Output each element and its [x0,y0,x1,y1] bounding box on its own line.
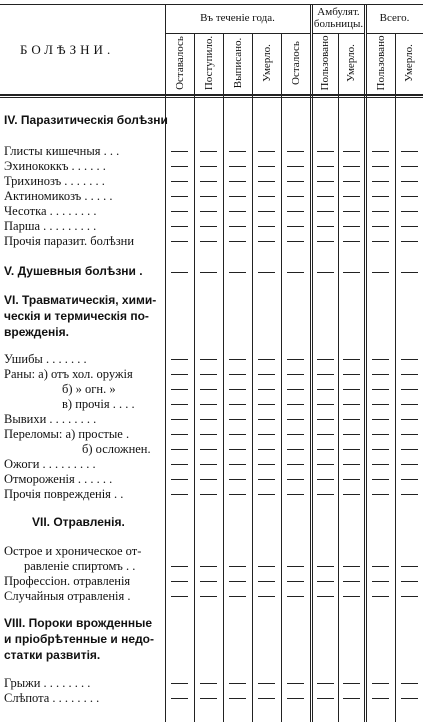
row-label: б) осложнен. [82,442,151,456]
empty-cell-dash [317,419,334,420]
empty-cell-dash [229,581,246,582]
empty-cell-dash [258,683,275,684]
empty-cell-dash [372,404,389,405]
col-rule [312,4,313,722]
empty-cell-dash [317,166,334,167]
empty-cell-dash [317,464,334,465]
empty-cell-dash [287,241,304,242]
empty-cell-dash [317,698,334,699]
empty-cell-dash [343,359,360,360]
column-header: Пользовано [374,35,387,91]
empty-cell-dash [258,419,275,420]
empty-cell-dash [171,419,188,420]
section-heading: VII. Отравленія. [32,515,125,529]
empty-cell-dash [343,479,360,480]
section-heading: врежденія. [4,325,69,339]
row-label: Трихинозъ . . . . . . . [4,174,105,188]
empty-cell-dash [287,596,304,597]
empty-cell-dash [401,374,418,375]
group-header-year: Въ теченіе года. [200,12,275,24]
empty-cell-dash [343,581,360,582]
empty-cell-dash [372,683,389,684]
empty-cell-dash [343,683,360,684]
col-rule [165,4,166,722]
empty-cell-dash [287,181,304,182]
top-rule [0,4,423,5]
empty-cell-dash [258,211,275,212]
empty-cell-dash [343,566,360,567]
empty-cell-dash [343,449,360,450]
row-label: равленіе спиртомъ . . [24,559,136,573]
empty-cell-dash [171,683,188,684]
empty-cell-dash [372,181,389,182]
empty-cell-dash [229,419,246,420]
empty-cell-dash [258,581,275,582]
empty-cell-dash [401,166,418,167]
empty-cell-dash [343,464,360,465]
empty-cell-dash [401,359,418,360]
column-header: Умерло. [403,44,415,82]
row-label: б) » огн. » [62,382,116,396]
empty-cell-dash [343,241,360,242]
empty-cell-dash [401,434,418,435]
empty-cell-dash [317,581,334,582]
empty-cell-dash [229,389,246,390]
empty-cell-dash [343,434,360,435]
empty-cell-dash [229,211,246,212]
empty-cell-dash [171,581,188,582]
empty-cell-dash [200,479,217,480]
empty-cell-dash [401,566,418,567]
empty-cell-dash [200,181,217,182]
empty-cell-dash [258,374,275,375]
empty-cell-dash [343,181,360,182]
empty-cell-dash [200,581,217,582]
empty-cell-dash [343,151,360,152]
empty-cell-dash [200,151,217,152]
empty-cell-dash [200,596,217,597]
row-label: Прочія поврежденія . . [4,487,124,501]
col-rule [252,34,253,722]
empty-cell-dash [287,479,304,480]
empty-cell-dash [200,566,217,567]
empty-cell-dash [200,683,217,684]
empty-cell-dash [229,449,246,450]
row-label: Чесотка . . . . . . . . [4,204,97,218]
empty-cell-dash [401,389,418,390]
empty-cell-dash [258,166,275,167]
empty-cell-dash [287,226,304,227]
empty-cell-dash [258,241,275,242]
empty-cell-dash [200,494,217,495]
empty-cell-dash [258,181,275,182]
empty-cell-dash [372,698,389,699]
empty-cell-dash [287,404,304,405]
empty-cell-dash [287,419,304,420]
empty-cell-dash [200,211,217,212]
col-rule [281,34,282,722]
empty-cell-dash [258,196,275,197]
empty-cell-dash [229,464,246,465]
empty-cell-dash [372,226,389,227]
empty-cell-dash [287,698,304,699]
empty-cell-dash [401,272,418,273]
empty-cell-dash [287,449,304,450]
empty-cell-dash [171,241,188,242]
row-label: Ушибы . . . . . . . [4,352,87,366]
column-header: Умерло. [345,44,357,82]
row-label: Отмороженія . . . . . . [4,472,113,486]
empty-cell-dash [401,211,418,212]
empty-cell-dash [229,241,246,242]
row-label: Грыжи . . . . . . . . [4,676,91,690]
column-header: Выписано. [231,37,244,89]
col-rule [395,34,396,722]
row-label: Острое и хроническое от- [4,544,142,558]
empty-cell-dash [200,196,217,197]
empty-cell-dash [171,389,188,390]
empty-cell-dash [372,166,389,167]
empty-cell-dash [372,434,389,435]
empty-cell-dash [401,581,418,582]
empty-cell-dash [372,196,389,197]
empty-cell-dash [401,241,418,242]
empty-cell-dash [171,211,188,212]
row-label: Профессіон. отравленія [4,574,131,588]
empty-cell-dash [258,359,275,360]
empty-cell-dash [287,211,304,212]
empty-cell-dash [229,566,246,567]
row-label: Парша . . . . . . . . . [4,219,97,233]
empty-cell-dash [258,596,275,597]
empty-cell-dash [343,374,360,375]
empty-cell-dash [287,434,304,435]
empty-cell-dash [317,449,334,450]
empty-cell-dash [343,166,360,167]
section-heading: статки развитія. [4,648,101,662]
empty-cell-dash [171,374,188,375]
empty-cell-dash [287,494,304,495]
empty-cell-dash [343,389,360,390]
row-label: Глисты кишечныя . . . [4,144,120,158]
empty-cell-dash [317,566,334,567]
empty-cell-dash [200,241,217,242]
empty-cell-dash [200,464,217,465]
empty-cell-dash [401,181,418,182]
row-label: Случайныя отравленія . [4,589,131,603]
empty-cell-dash [401,683,418,684]
row-label: Эхинококкъ . . . . . . [4,159,106,173]
empty-cell-dash [372,389,389,390]
empty-cell-dash [229,698,246,699]
empty-cell-dash [171,196,188,197]
empty-cell-dash [317,181,334,182]
empty-cell-dash [258,566,275,567]
empty-cell-dash [317,434,334,435]
empty-cell-dash [258,151,275,152]
empty-cell-dash [317,241,334,242]
empty-cell-dash [229,359,246,360]
col-rule [223,34,224,722]
empty-cell-dash [287,166,304,167]
column-header: Оставалось [173,36,186,90]
empty-cell-dash [401,404,418,405]
diseases-header: БОЛѢЗНИ. [20,42,115,57]
empty-cell-dash [258,479,275,480]
section-heading: VI. Травматическія, хими- [4,293,157,307]
empty-cell-dash [372,151,389,152]
empty-cell-dash [171,596,188,597]
empty-cell-dash [401,419,418,420]
empty-cell-dash [287,359,304,360]
empty-cell-dash [343,226,360,227]
empty-cell-dash [258,226,275,227]
empty-cell-dash [229,151,246,152]
empty-cell-dash [372,374,389,375]
empty-cell-dash [343,419,360,420]
empty-cell-dash [287,464,304,465]
row-label: Слѣпота . . . . . . . . [4,691,100,705]
empty-cell-dash [229,434,246,435]
empty-cell-dash [343,272,360,273]
column-header: Пользовано [319,35,331,91]
section-heading: и пріобрѣтенные и недо- [4,632,155,646]
empty-cell-dash [372,566,389,567]
empty-cell-dash [200,449,217,450]
empty-cell-dash [372,596,389,597]
empty-cell-dash [200,359,217,360]
empty-cell-dash [229,181,246,182]
empty-cell-dash [258,698,275,699]
empty-cell-dash [229,272,246,273]
empty-cell-dash [258,449,275,450]
empty-cell-dash [343,698,360,699]
empty-cell-dash [171,151,188,152]
empty-cell-dash [258,389,275,390]
empty-cell-dash [317,272,334,273]
empty-cell-dash [317,404,334,405]
empty-cell-dash [401,479,418,480]
column-header: Осталось [289,41,302,85]
empty-cell-dash [171,464,188,465]
empty-cell-dash [401,464,418,465]
empty-cell-dash [317,683,334,684]
group-header-total: Всего. [379,12,410,24]
empty-cell-dash [171,698,188,699]
empty-cell-dash [372,241,389,242]
empty-cell-dash [171,166,188,167]
empty-cell-dash [229,196,246,197]
empty-cell-dash [258,434,275,435]
empty-cell-dash [287,389,304,390]
section-heading: IV. Паразитическія болѣзни [4,113,168,127]
empty-cell-dash [317,151,334,152]
empty-cell-dash [287,581,304,582]
empty-cell-dash [401,226,418,227]
empty-cell-dash [372,211,389,212]
empty-cell-dash [200,698,217,699]
empty-cell-dash [287,374,304,375]
group-header-ambulatory: Амбулят. больницы. [313,6,364,30]
empty-cell-dash [171,272,188,273]
column-header: Умерло. [260,44,273,82]
empty-cell-dash [401,151,418,152]
header-rule [0,94,423,96]
empty-cell-dash [258,272,275,273]
empty-cell-dash [317,374,334,375]
empty-cell-dash [229,479,246,480]
empty-cell-dash [343,494,360,495]
row-label: Ожоги . . . . . . . . . [4,457,96,471]
empty-cell-dash [343,404,360,405]
empty-cell-dash [229,596,246,597]
col-rule [366,4,367,722]
col-rule [338,34,339,722]
empty-cell-dash [372,272,389,273]
header-rule-thin [0,97,423,98]
empty-cell-dash [200,434,217,435]
empty-cell-dash [287,683,304,684]
empty-cell-dash [200,272,217,273]
empty-cell-dash [200,404,217,405]
empty-cell-dash [200,166,217,167]
empty-cell-dash [229,226,246,227]
empty-cell-dash [343,196,360,197]
empty-cell-dash [229,166,246,167]
empty-cell-dash [343,211,360,212]
empty-cell-dash [171,479,188,480]
empty-cell-dash [229,404,246,405]
empty-cell-dash [372,419,389,420]
empty-cell-dash [171,226,188,227]
empty-cell-dash [229,374,246,375]
section-heading: ческія и термическія по- [4,309,149,323]
empty-cell-dash [401,494,418,495]
empty-cell-dash [372,581,389,582]
empty-cell-dash [401,698,418,699]
empty-cell-dash [171,566,188,567]
empty-cell-dash [287,151,304,152]
empty-cell-dash [317,211,334,212]
empty-cell-dash [317,196,334,197]
empty-cell-dash [317,494,334,495]
empty-cell-dash [317,479,334,480]
col-rule [364,4,365,722]
empty-cell-dash [171,181,188,182]
empty-cell-dash [171,404,188,405]
row-label: Актиномикозъ . . . . . [4,189,113,203]
empty-cell-dash [200,419,217,420]
empty-cell-dash [258,404,275,405]
col-rule [194,34,195,722]
section-heading: V. Душевныя болѣзни . [4,264,143,278]
row-label: Раны: а) отъ хол. оружія [4,367,133,381]
empty-cell-dash [372,494,389,495]
empty-cell-dash [171,449,188,450]
empty-cell-dash [372,464,389,465]
empty-cell-dash [372,449,389,450]
empty-cell-dash [317,226,334,227]
empty-cell-dash [287,566,304,567]
empty-cell-dash [401,449,418,450]
row-label: Вывихи . . . . . . . . [4,412,97,426]
col-rule [310,4,311,722]
empty-cell-dash [401,196,418,197]
empty-cell-dash [317,596,334,597]
empty-cell-dash [229,683,246,684]
empty-cell-dash [171,359,188,360]
empty-cell-dash [258,494,275,495]
empty-cell-dash [200,389,217,390]
empty-cell-dash [171,494,188,495]
row-label: Прочія паразит. болѣзни [4,234,135,248]
row-label: Переломы: а) простые . [4,427,130,441]
empty-cell-dash [287,196,304,197]
empty-cell-dash [401,596,418,597]
empty-cell-dash [317,389,334,390]
empty-cell-dash [372,479,389,480]
empty-cell-dash [171,434,188,435]
section-heading: VIII. Пороки врожденные [4,616,153,630]
empty-cell-dash [317,359,334,360]
empty-cell-dash [343,596,360,597]
empty-cell-dash [287,272,304,273]
row-label: в) прочія . . . . [62,397,135,411]
empty-cell-dash [372,359,389,360]
empty-cell-dash [200,226,217,227]
empty-cell-dash [258,464,275,465]
empty-cell-dash [229,494,246,495]
column-header: Поступило. [202,35,215,91]
empty-cell-dash [200,374,217,375]
